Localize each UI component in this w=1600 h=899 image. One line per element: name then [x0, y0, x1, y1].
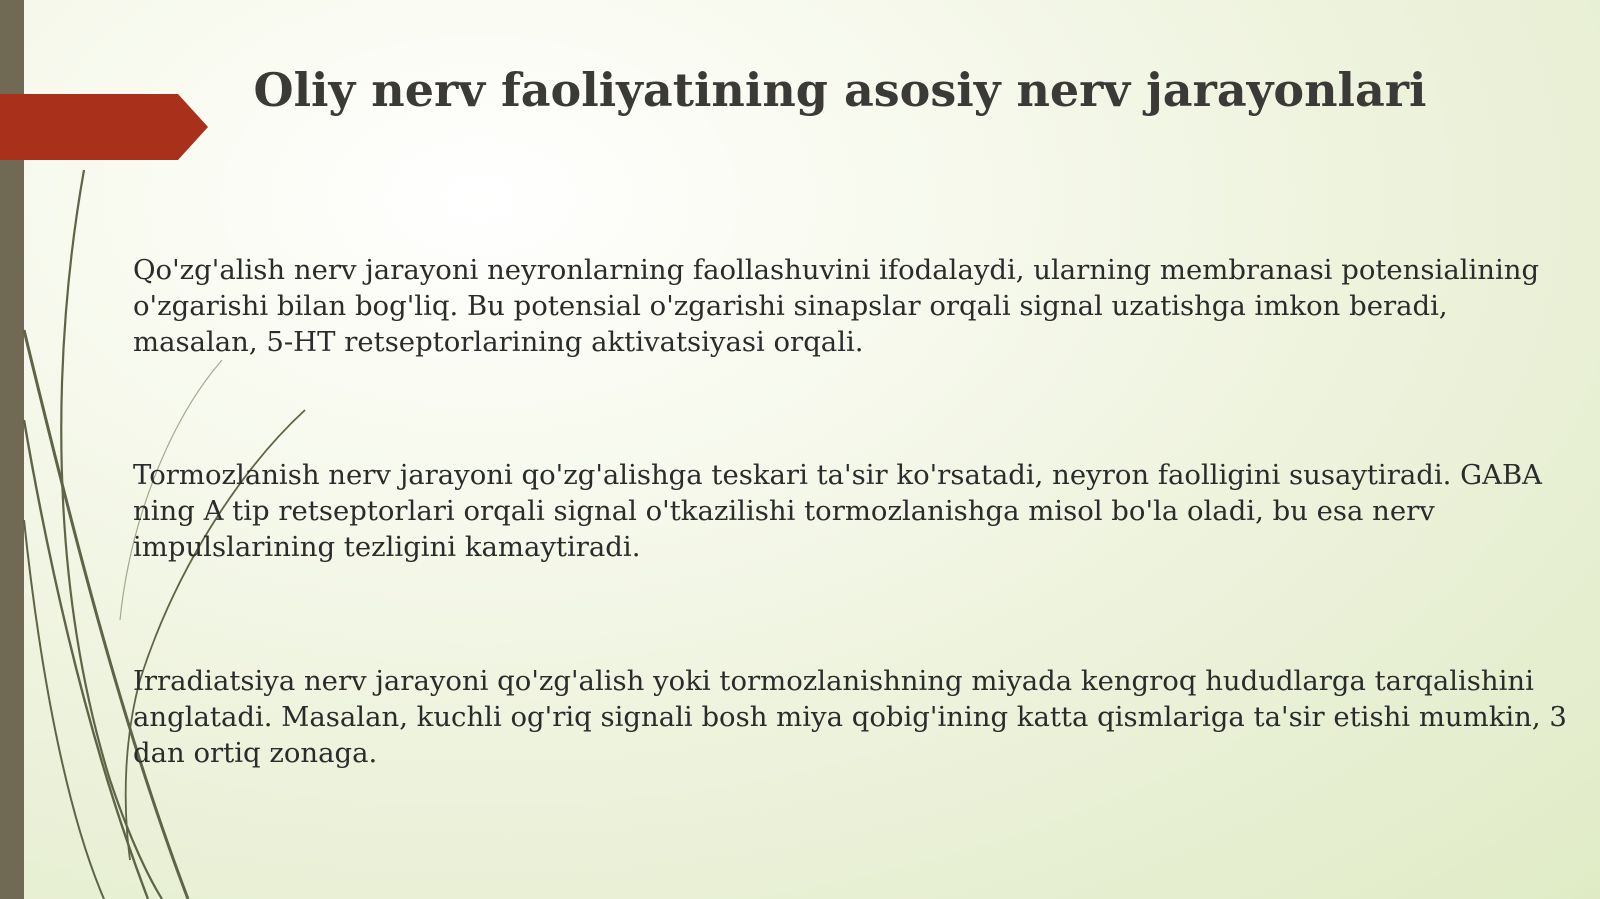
paragraph-irradiatsiya: Irradiatsiya nerv jarayoni qo'zg'alish yoki tormozlanishning miyada kengroq hududlarga tarqalishini anglatadi. Masalan, kuchli og'riq signali bosh miya qobig'ining katta qismlariga ta'sir etishi mumkin, 3 dan ortiq zonaga. — [133, 665, 1567, 769]
slide-title: Oliy nerv faoliyatining asosiy nerv jarayonlari — [253, 63, 1427, 117]
paragraph-qozgalish: Qo'zg'alish nerv jarayoni neyronlarning faollashuvini ifodalaydi, ularning membranasi potensialining o'zgarishi bilan bog'liq. Bu potensial o'zgarishi sinapslar orqali signal uzatishga imkon beradi, masalan, 5-HT retseptorlarining aktivatsiyasi orqali. — [133, 254, 1540, 358]
stem-line — [24, 330, 188, 899]
paragraph-tormozlanish: Tormozlanish nerv jarayoni qo'zg'alishga teskari ta'sir ko'rsatadi, neyron faolligini susaytiradi. GABA ning A tip retseptorlari orqali signal o'tkazilishi tormozlanishga misol bo'la oladi, bu esa nerv impulslarining tezligini kamaytiradi. — [133, 459, 1543, 563]
